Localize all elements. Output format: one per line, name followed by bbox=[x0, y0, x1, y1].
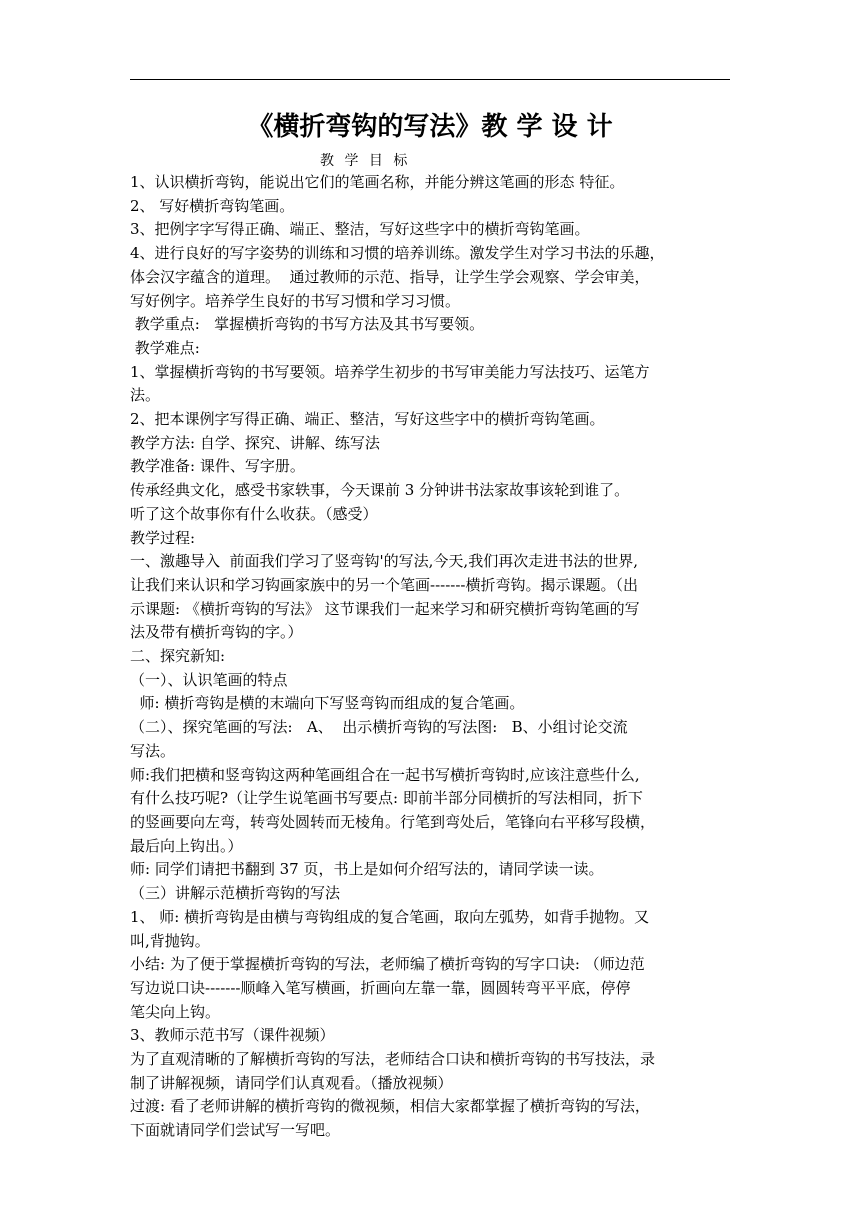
body-line: 3、教师示范书写（课件视频） bbox=[130, 1026, 335, 1045]
section-heading-teaching-goals: 教 学 目 标 bbox=[320, 153, 411, 169]
document-title: 《横折弯钩的写法》教 学 设 计 bbox=[247, 112, 613, 142]
body-line: 的竖画要向左弯，转弯处圆转而无棱角。行笔到弯处后，笔锋向右平移写段横， bbox=[130, 812, 656, 831]
body-line: 体会汉字蕴含的道理。 通过教师的示范、指导，让学生学会观察、学会审美， bbox=[130, 267, 650, 286]
body-line: 下面就请同学们尝试写一写吧。 bbox=[130, 1121, 341, 1140]
body-line: 2、 写好横折弯钩笔画。 bbox=[130, 196, 295, 215]
body-line: 3、把例字字写得正确、端正、整洁，写好这些字中的横折弯钩笔画。 bbox=[130, 220, 590, 239]
body-line: 师: 横折弯钩是横的末端向下写竖弯钩而组成的复合笔画。 bbox=[130, 694, 525, 713]
body-line: 4、进行良好的写字姿势的训练和习惯的培养训练。激发学生对学习书法的乐趣， bbox=[130, 244, 665, 263]
body-line: 过渡: 看了老师讲解的横折弯钩的微视频，相信大家都掌握了横折弯钩的写法， bbox=[130, 1097, 650, 1116]
body-line: 最后向上钩出。） bbox=[130, 836, 243, 855]
body-line: 制了讲解视频，请同学们认真观看。（播放视频） bbox=[130, 1073, 453, 1092]
body-line: 1、掌握横折弯钩的书写要领。培养学生初步的书写审美能力写法技巧、运笔方 bbox=[130, 362, 650, 381]
body-line: 示课题: 《横折弯钩的写法》 这节课我们一起来学习和研究横折弯钩笔画的写 bbox=[130, 599, 640, 618]
body-line: 让我们来认识和学习钩画家族中的另一个笔画-------横折弯钩。揭示课题。（出 bbox=[130, 575, 638, 594]
body-line: （一）、认识笔画的特点 bbox=[130, 670, 288, 689]
body-line: 2、把本课例字写得正确、端正、整洁，写好这些字中的横折弯钩笔画。 bbox=[130, 410, 605, 429]
body-line: 教学重点: 掌握横折弯钩的书写方法及其书写要领。 bbox=[130, 315, 485, 334]
body-line: 教学过程: bbox=[130, 528, 196, 547]
body-line: 笔尖向上钩。 bbox=[130, 1002, 221, 1021]
body-line: 写边说口诀-------顺峰入笔写横画，折画向左靠一靠，圆圆转弯平平底，停停 bbox=[130, 978, 631, 997]
body-line: 听了这个故事你有什么收获。（感受） bbox=[130, 504, 378, 523]
body-line: 写好例字。培养学生良好的书写习惯和学习习惯。 bbox=[130, 291, 461, 310]
body-line: 二、探究新知: bbox=[130, 647, 226, 666]
body-line: 法及带有横折弯钩的字。） bbox=[130, 623, 303, 642]
header-rule bbox=[130, 79, 730, 80]
body-line: 为了直观清晰的了解横折弯钩的写法，老师结合口诀和横折弯钩的书写技法，录 bbox=[130, 1050, 656, 1069]
body-line: 教学准备: 课件、写字册。 bbox=[130, 457, 305, 476]
body-line: 传承经典文化，感受书家轶事，今天课前 3 分钟讲书法家故事该轮到谁了。 bbox=[130, 481, 630, 500]
body-line: 师: 同学们请把书翻到 37 页，书上是如何介绍写法的，请同学读一读。 bbox=[130, 860, 604, 879]
body-line: 教学难点: bbox=[130, 338, 200, 357]
body-line: 教学方法: 自学、探究、讲解、练写法 bbox=[130, 433, 380, 452]
body-line: 叫,背抛钩。 bbox=[130, 931, 210, 950]
body-line: 有什么技巧呢?（让学生说笔画书写要点: 即前半部分同横折的写法相同，折下 bbox=[130, 789, 643, 808]
body-line: 一、激趣导入 前面我们学习了竖弯钩'的写法,今天,我们再次走进书法的世界, bbox=[130, 552, 638, 571]
body-line: 师:我们把横和竖弯钩这两种笔画组合在一起书写横折弯钩时,应该注意些什么, bbox=[130, 765, 640, 784]
body-line: 1、认识横折弯钩，能说出它们的笔画名称，并能分辨这笔画的形态 特征。 bbox=[130, 173, 625, 191]
body-line: 写法。 bbox=[130, 741, 176, 760]
body-line: （二）、探究笔画的写法: A、 出示横折弯钩的写法图: B、小组讨论交流 bbox=[130, 718, 628, 737]
body-line: 法。 bbox=[130, 386, 161, 405]
body-line: （三）讲解示范横折弯钩的写法 bbox=[130, 884, 341, 903]
body-line: 1、 师: 横折弯钩是由横与弯钩组成的复合笔画，取向左弧势，如背手抛物。又 bbox=[130, 907, 650, 926]
body-line: 小结: 为了便于掌握横折弯钩的写法，老师编了横折弯钩的写字口诀: （师边范 bbox=[130, 955, 645, 974]
document-body bbox=[130, 171, 740, 1143]
